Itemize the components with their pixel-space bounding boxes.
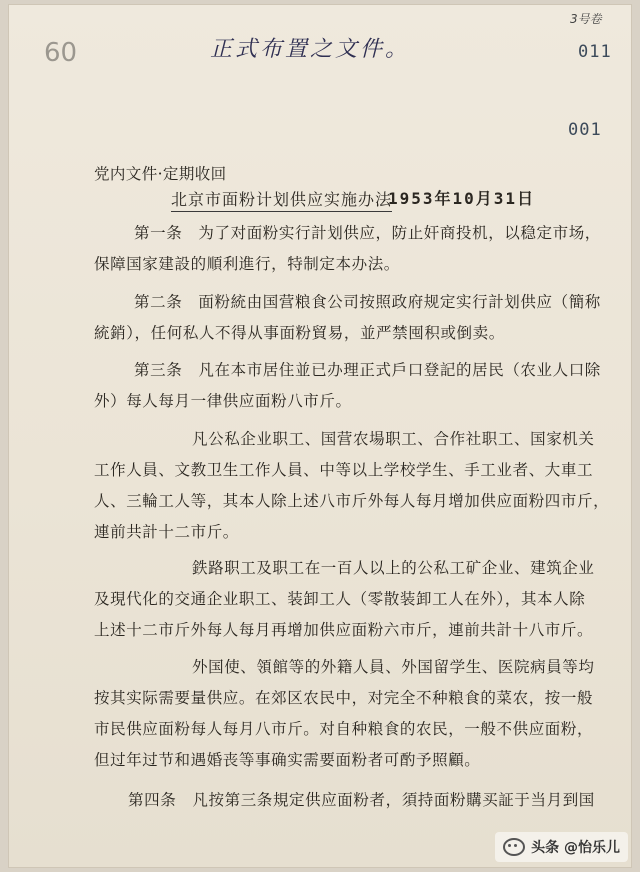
text-line: 外国使、領館等的外籍人員、外国留学生、医院病員等均: [192, 658, 595, 676]
text-line: 第三条 凡在本市居住並已办理正式戶口登記的居民（农业人口除: [134, 361, 601, 379]
stamp-number-top: 011: [578, 42, 612, 62]
handwritten-page-number: 60: [44, 38, 78, 68]
text-line: 第四条 凡按第三条規定供应面粉者，須持面粉購买証于当月到国: [128, 791, 595, 809]
text-line: 按其实际需要量供应。在郊区农民中，对完全不种粮食的菜农，按一般: [94, 689, 594, 707]
text-line: 鉄路职工及职工在一百人以上的公私工矿企业、建筑企业: [192, 559, 595, 577]
document-date: 1953年10月31日: [388, 189, 536, 208]
text-line: 工作人員、文教卫生工作人員、中等以上学校学生、手工业者、大車工: [94, 461, 594, 479]
handwritten-corner-mark: 3号卷: [570, 12, 602, 26]
toutiao-logo-icon: [503, 838, 525, 856]
text-line: 上述十二市斤外每人每月再增加供应面粉六市斤，連前共計十八市斤。: [94, 621, 594, 639]
handwritten-note: 正式布置之文件。: [210, 37, 411, 62]
text-line: 人、三輪工人等，其本人除上述八市斤外每人每月增加供应面粉四市斤，: [94, 492, 610, 510]
watermark-text: 头条 @怡乐儿: [531, 840, 620, 856]
text-line: 及現代化的交通企业职工、装卸工人（零散装卸工人在外），其本人除: [94, 590, 586, 608]
text-line: 第一条 为了对面粉实行計划供应，防止奸商投机，以稳定市场，: [134, 224, 601, 242]
text-line: 保障国家建設的順利進行，特制定本办法。: [94, 255, 400, 273]
text-line: 第二条 面粉統由国营粮食公司按照政府规定实行計划供应（簡称: [134, 293, 601, 311]
text-line: 但过年过节和遇婚丧等事确实需要面粉者可酌予照顧。: [94, 751, 481, 769]
document-category: 党内文件·定期收回: [94, 165, 227, 183]
text-line: 外）每人每月一律供应面粉八市斤。: [94, 392, 352, 410]
document-title: 北京市面粉计划供应实施办法: [171, 187, 392, 212]
watermark: [495, 832, 628, 862]
text-line: 統銷），任何私人不得从事面粉貿易，並严禁囤积或倒卖。: [94, 324, 505, 342]
text-line: 凡公私企业职工、国营农場职工、合作社职工、国家机关: [192, 430, 595, 448]
stamp-number-bottom: 001: [568, 120, 602, 140]
text-line: 連前共計十二市斤。: [94, 523, 239, 541]
document-page: [8, 4, 632, 868]
text-line: 市民供应面粉每人每月八市斤。对自种粮食的农民，一般不供应面粉，: [94, 720, 594, 738]
